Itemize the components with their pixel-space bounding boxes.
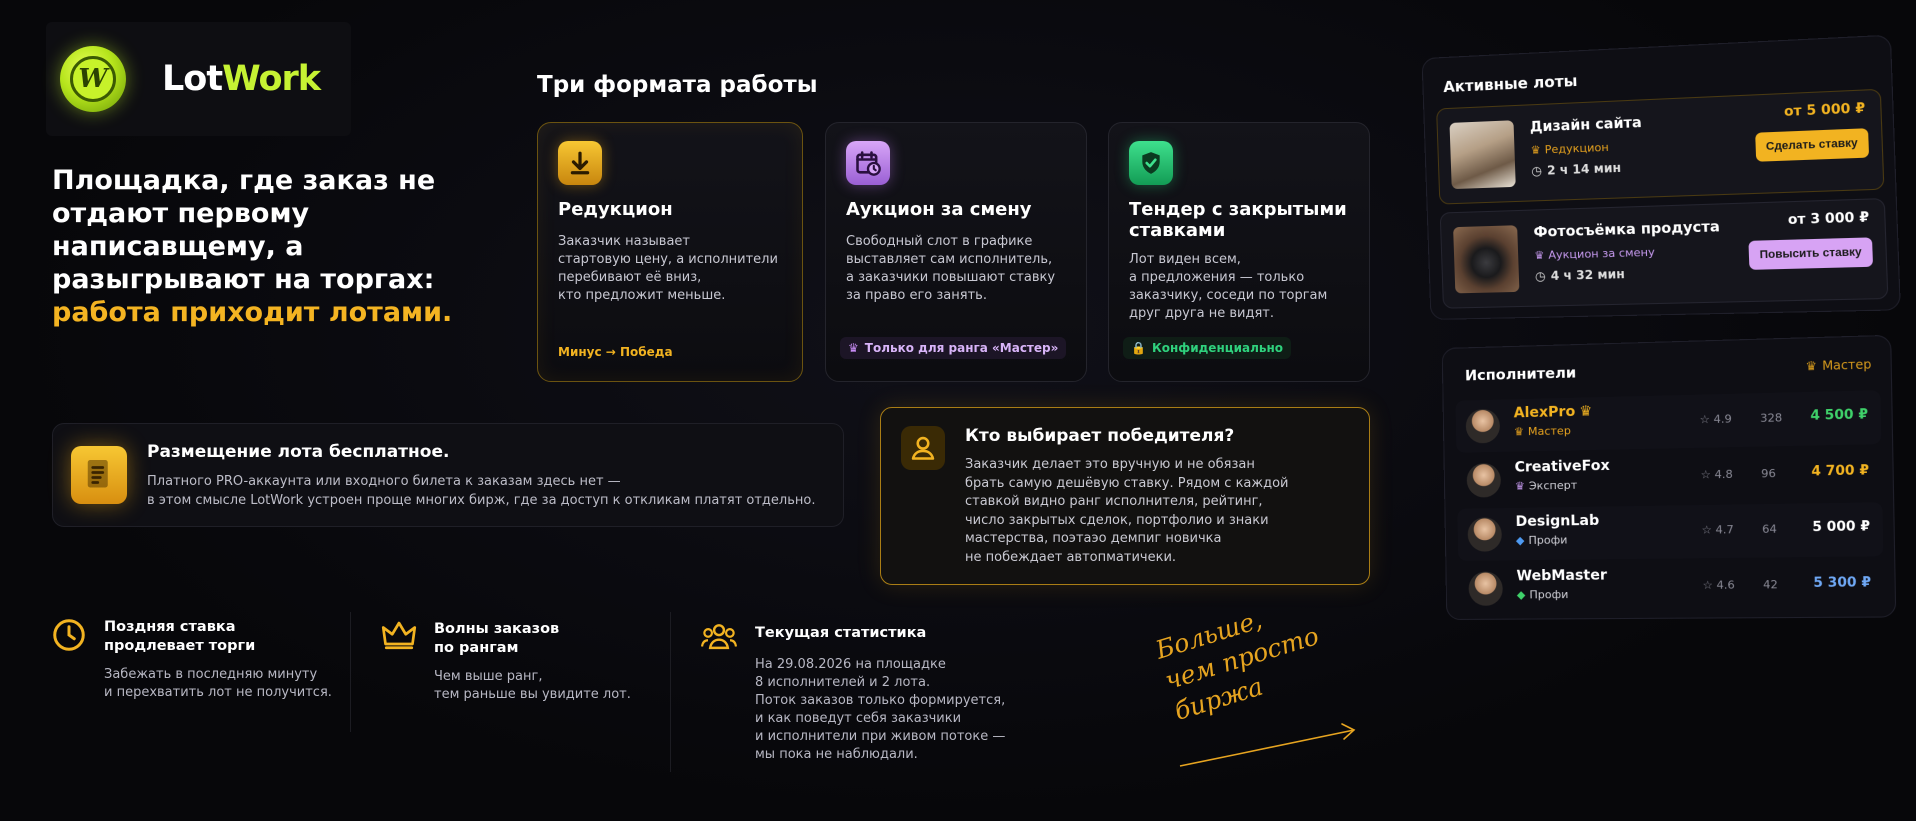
badge-icon: ♛ bbox=[1514, 479, 1526, 493]
lot-card[interactable] bbox=[1440, 198, 1889, 309]
crown-icon: ♛ bbox=[1805, 358, 1817, 374]
executor-name: DesignLab bbox=[1515, 512, 1600, 531]
avatar bbox=[1468, 571, 1503, 605]
crown-icon: ♛ bbox=[1513, 425, 1525, 439]
lot-card[interactable] bbox=[1436, 89, 1884, 205]
feature-title: Текущая статистика bbox=[755, 625, 927, 641]
winner-info-card bbox=[880, 407, 1370, 585]
avatar bbox=[1467, 517, 1502, 552]
crown-icon bbox=[380, 616, 418, 654]
executor-rank: ♛ Мастер bbox=[1513, 424, 1571, 439]
executors-panel bbox=[1442, 335, 1897, 620]
free-listing-title: Размещение лота бесплатное. bbox=[147, 442, 450, 462]
list-item[interactable] bbox=[1455, 390, 1881, 453]
executor-rank: ◆ Профи bbox=[1516, 587, 1569, 602]
executor-deals: 64 bbox=[1762, 522, 1777, 536]
active-lots-panel bbox=[1421, 35, 1900, 320]
executor-price: 4 500 ₽ bbox=[1810, 407, 1869, 424]
format-description: Заказчик называет стартовую цену, а исполнители перебивают её вниз, кто предложит меньше. bbox=[558, 234, 778, 303]
lot-time: ◷ 2 ч 14 мин bbox=[1531, 160, 1622, 179]
list-item[interactable] bbox=[1457, 502, 1883, 561]
executor-rating: ☆ 4.9 bbox=[1699, 412, 1732, 427]
list-item[interactable] bbox=[1456, 446, 1882, 507]
lot-time: ◷ 4 ч 32 мин bbox=[1534, 266, 1626, 284]
feature-text: Забежать в последняю минуту и перехватить лот не получится. bbox=[104, 667, 332, 700]
executor-deals: 96 bbox=[1761, 466, 1776, 481]
shield-check-icon bbox=[1129, 141, 1173, 185]
badge-icon: ◆ bbox=[1515, 533, 1525, 548]
raise-bid-button[interactable]: Повысить ставку bbox=[1749, 237, 1874, 270]
winner-title: Кто выбирает победителя? bbox=[965, 426, 1235, 446]
user-icon bbox=[901, 426, 945, 470]
feature-title: Поздняя ставка продлевает торги bbox=[104, 619, 256, 654]
feature-text: Чем выше ранг, тем раньше вы увидите лот. bbox=[434, 669, 631, 702]
lot-price: от 5 000 ₽ bbox=[1783, 101, 1866, 121]
format-title: Редукцион bbox=[558, 199, 673, 220]
crown-icon: ♛ bbox=[848, 341, 859, 355]
star-icon: ☆ bbox=[1701, 523, 1713, 537]
avatar bbox=[1466, 409, 1501, 444]
clock-icon bbox=[50, 616, 88, 654]
executor-rating: ☆ 4.7 bbox=[1701, 523, 1734, 537]
slogan: Больше, чем просто биржа bbox=[1152, 604, 1323, 726]
format-title: Аукцион за смену bbox=[846, 199, 1032, 220]
lot-image bbox=[1453, 225, 1519, 293]
panel-title: Активные лоты bbox=[1442, 71, 1578, 97]
clock-icon: ◷ bbox=[1534, 268, 1546, 284]
brand-name: LotWork bbox=[162, 59, 321, 99]
executor-rank: ◆ Профи bbox=[1515, 533, 1568, 548]
arrow-down-icon bbox=[558, 141, 602, 185]
star-icon: ☆ bbox=[1699, 412, 1711, 427]
logo bbox=[46, 22, 351, 136]
divider bbox=[350, 612, 351, 732]
star-icon: ☆ bbox=[1702, 578, 1713, 592]
lot-price: от 3 000 ₽ bbox=[1787, 210, 1870, 229]
free-listing-text: Платного PRO-аккаунта или входного билета к заказам здесь нет — в этом смысле LotWork устроен проще многих бирж, где за доступ к откликам платят отдельно. bbox=[147, 474, 816, 508]
executors-list bbox=[1444, 390, 1898, 621]
format-footer: ♛ Только для ранга «Мастер» bbox=[840, 337, 1066, 359]
format-card-tender[interactable] bbox=[1108, 122, 1370, 382]
winner-text: Заказчик делает это вручную и не обязан брать самую дешёвую ставку. Рядом с каждой ставкой видно ранг исполнителя, рейтинг, число закрытых сделок, портфолио и знаки мастерства, поэтаэо демпиг новичка не побеждает автопматичеки. bbox=[965, 457, 1289, 565]
star-icon: ☆ bbox=[1700, 468, 1712, 482]
formats-title: Три формата работы bbox=[537, 72, 818, 98]
lot-name: Дизайн сайта bbox=[1529, 114, 1643, 136]
clock-icon: ◷ bbox=[1531, 163, 1543, 179]
free-listing-banner bbox=[52, 423, 844, 527]
lot-format-tag: ♛ Редукцион bbox=[1530, 140, 1609, 157]
lot-name: Фотосъёмка продуста bbox=[1533, 218, 1721, 241]
crown-icon: ♛ bbox=[1534, 248, 1545, 263]
executor-price: 4 700 ₽ bbox=[1811, 463, 1870, 480]
lot-image bbox=[1449, 120, 1515, 189]
executor-rating: ☆ 4.8 bbox=[1700, 467, 1733, 482]
document-icon bbox=[71, 446, 127, 504]
arrow-right-icon bbox=[1178, 716, 1360, 774]
executor-deals: 42 bbox=[1762, 577, 1778, 592]
executor-price: 5 300 ₽ bbox=[1813, 575, 1872, 592]
feature-text: На 29.08.2026 на площадке 8 исполнителей и 2 лота. Поток заказов только формируется, и как поведут себя заказчики и исполнители при живом потоке — мы пока не наблюдали. bbox=[755, 657, 1006, 762]
executor-name: CreativeFox bbox=[1514, 457, 1610, 476]
format-card-auction[interactable] bbox=[825, 122, 1087, 382]
format-title: Тендер с закрытыми ставками bbox=[1129, 199, 1347, 241]
executor-price: 5 000 ₽ bbox=[1812, 519, 1871, 536]
badge-icon: ◆ bbox=[1516, 588, 1526, 602]
format-description: Свободный слот в графике выставляет сам исполнитель, а заказчики повышают ставку за право его занять. bbox=[846, 234, 1056, 303]
crown-icon: ♛ bbox=[1579, 403, 1593, 420]
rank-filter[interactable]: ♛ Мастер bbox=[1805, 357, 1872, 374]
hero-headline: Площадка, где заказ не отдают первому написавщему, а разыгрывают на торгах: работа приходит лотами. bbox=[52, 165, 453, 328]
logo-coin-icon: W bbox=[60, 46, 126, 112]
feature-title: Волны заказов по рангам bbox=[434, 621, 560, 656]
lot-format-tag: ♛ Аукцион за смену bbox=[1534, 245, 1656, 263]
format-footer: Минус → Победа bbox=[558, 345, 673, 359]
format-footer: 🔒 Конфиденциально bbox=[1123, 337, 1291, 359]
format-description: Лот виден всем, а предложения — только заказчику, соседи по торгам друг друга не видят. bbox=[1129, 252, 1328, 321]
lock-icon: 🔒 bbox=[1131, 341, 1146, 355]
users-icon bbox=[700, 618, 738, 656]
panel-title: Исполнители bbox=[1464, 365, 1577, 385]
divider bbox=[670, 612, 671, 772]
executor-deals: 328 bbox=[1760, 411, 1783, 425]
executor-rank: ♛ Эксперт bbox=[1514, 478, 1578, 493]
calendar-clock-icon bbox=[846, 141, 890, 185]
avatar bbox=[1467, 463, 1502, 498]
executor-rating: ☆ 4.6 bbox=[1702, 578, 1735, 592]
executor-name: WebMaster bbox=[1516, 567, 1608, 585]
list-item[interactable] bbox=[1458, 558, 1884, 615]
place-bid-button[interactable]: Сделать ставку bbox=[1755, 128, 1869, 162]
format-card-reduction[interactable] bbox=[537, 122, 803, 382]
crown-icon: ♛ bbox=[1530, 143, 1541, 157]
executor-name: AlexPro ♛ bbox=[1513, 403, 1593, 422]
